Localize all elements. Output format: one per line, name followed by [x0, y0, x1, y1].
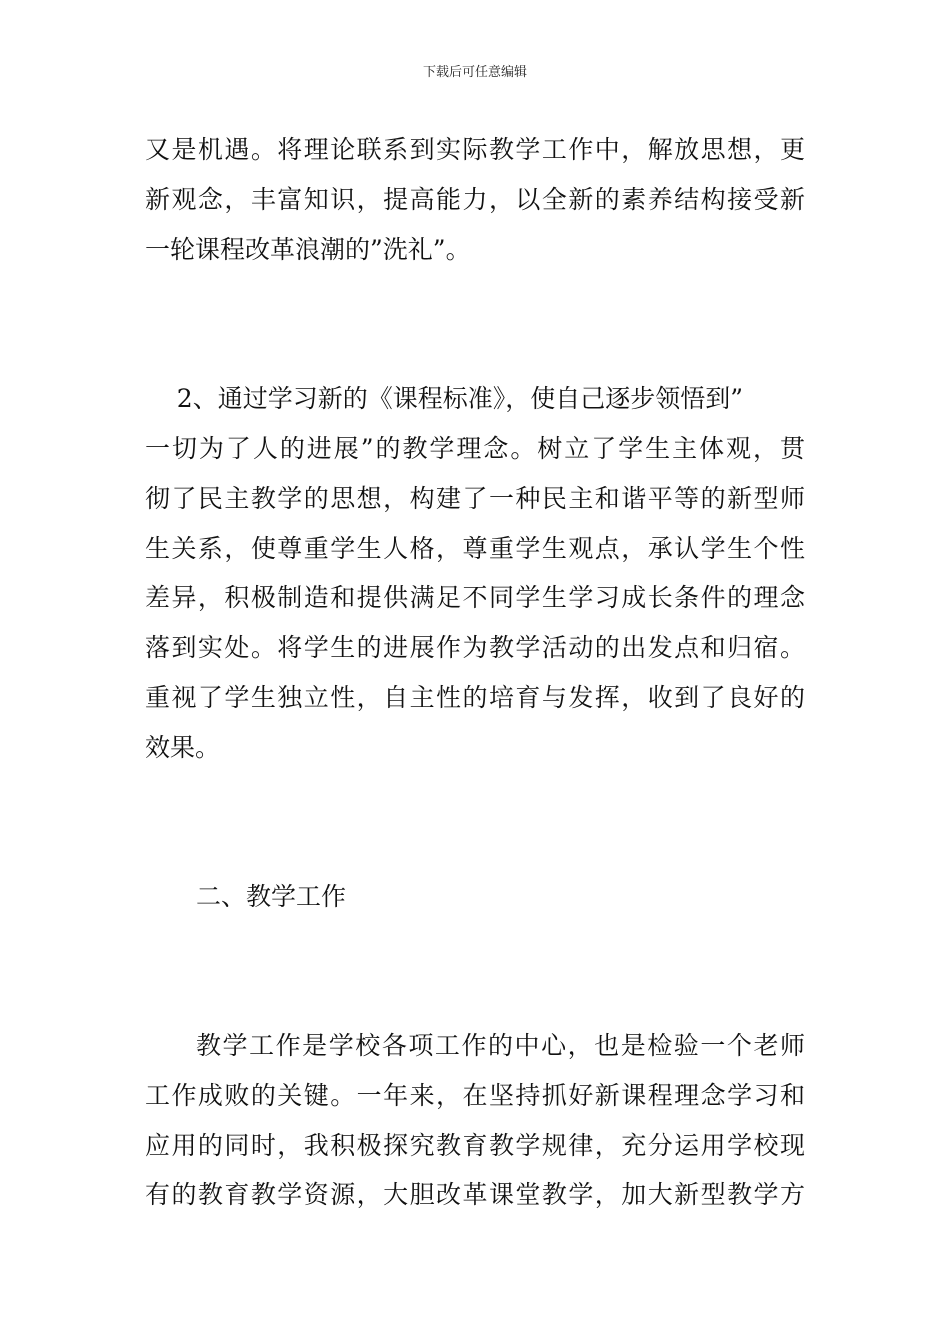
paragraph-2-line-4: 生关系，使尊重学生人格，尊重学生观点，承认学生个性	[145, 534, 805, 563]
paragraph-2-line-1: 2、通过学习新的《课程标准》，使自己逐步领悟到”	[145, 384, 743, 413]
paragraph-1-line-3: 一轮课程改革浪潮的”洗礼”。	[145, 235, 471, 264]
paragraph-1-line-2: 新观念，丰富知识，提高能力，以全新的素养结构接受新	[145, 185, 805, 214]
paragraph-3-line-3: 应用的同时，我积极探究教育教学规律，充分运用学校现	[145, 1131, 805, 1160]
section-heading: 二、教学工作	[196, 882, 347, 911]
paragraph-2-line-8: 效果。	[145, 733, 221, 762]
page-header: 下载后可任意编辑	[422, 65, 527, 80]
paragraph-2-line-7: 重视了学生独立性，自主性的培育与发挥，收到了良好的	[145, 683, 805, 712]
paragraph-2-line-2: 一切为了人的进展”的教学理念。树立了学生主体观，贯	[145, 434, 805, 463]
paragraph-2-line-5: 差异，积极制造和提供满足不同学生学习成长条件的理念	[145, 583, 805, 612]
paragraph-2-line-6: 落到实处。将学生的进展作为教学活动的出发点和归宿。	[145, 633, 805, 662]
paragraph-1-line-1: 又是机遇。将理论联系到实际教学工作中，解放思想，更	[145, 135, 805, 164]
paragraph-2-line-3: 彻了民主教学的思想，构建了一种民主和谐平等的新型师	[145, 484, 805, 513]
paragraph-3-line-1: 教学工作是学校各项工作的中心，也是检验一个老师	[196, 1031, 805, 1060]
paragraph-3-line-4: 有的教育教学资源，大胆改革课堂教学，加大新型教学方	[145, 1180, 805, 1209]
paragraph-3-line-2: 工作成败的关键。一年来，在坚持抓好新课程理念学习和	[145, 1081, 805, 1110]
